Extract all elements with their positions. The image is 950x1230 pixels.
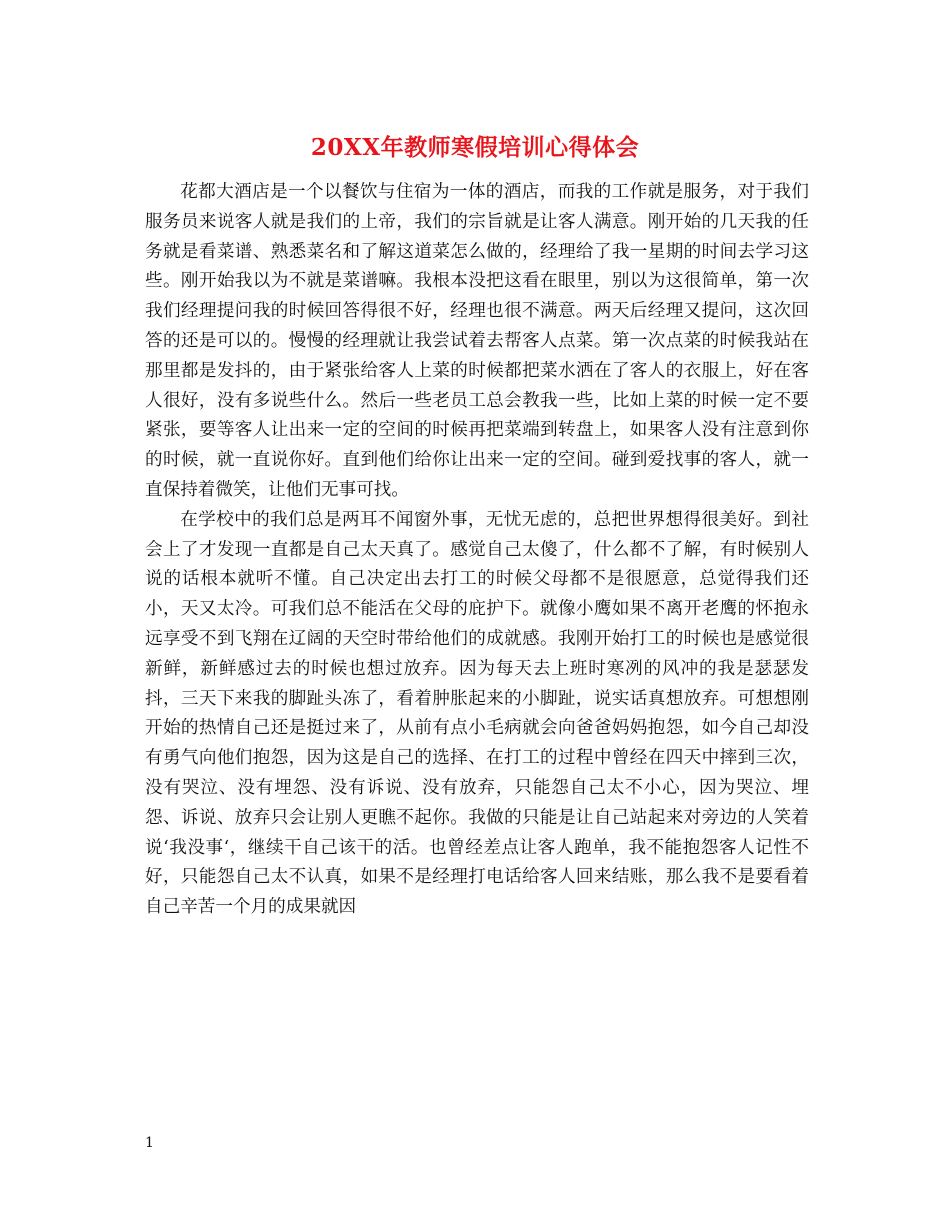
paragraph-2: 在学校中的我们总是两耳不闻窗外事，无忧无虑的，总把世界想得很美好。到社会上了才发现一直都是自己太天真了。感觉自己太傻了，什么都不了解，有时候别人说的话根本就听不懂。自己决定出去打工的时候父母都不是很愿意，总觉得我们还小，天又太冷。可我们总不能活在父母的庇护下。就像小鹰如果不离开老鹰的怀抱永远享受不到飞翔在辽阔的天空时带给他们的成就感。我刚开始打工的时候也是感觉很新鲜，新鲜感过去的时候也想过放弃。因为每天去上班时寒冽的风冲的我是瑟瑟发抖，三天下来我的脚趾头冻了，看着肿胀起来的小脚趾，说实话真想放弃。可想想刚开始的热情自己还是挺过来了，从前有点小毛病就会向爸爸妈妈抱怨，如今自己却没有勇气向他们抱怨，因为这是自己的选择、在打工的过程中曾经在四天中摔到三次，没有哭泣、没有埋怨、没有诉说、没有放弃，只能怨自己太不小心，因为哭泣、埋怨、诉说、放弃只会让别人更瞧不起你。我做的只能是让自己站起来对旁边的人笑着说‘我没事‘，继续干自己该干的活。也曾经差点让客人跑单，我不能抱怨客人记性不好，只能怨自己太不认真，如果不是经理打电话给客人回来结账，那么我不是要看着自己辛苦一个月的成果就因 — [145, 509, 809, 918]
document-title: 20XX年教师寒假培训心得体会 — [310, 134, 640, 161]
page-number: 1 — [145, 1135, 154, 1151]
document-body — [145, 178, 809, 923]
paragraph-1: 花都大酒店是一个以餐饮与住宿为一体的酒店，而我的工作就是服务，对于我们服务员来说客人就是我们的上帝，我们的宗旨就是让客人满意。刚开始的几天我的任务就是看菜谱、熟悉菜名和了解这道菜怎么做的，经理给了我一星期的时间去学习这些。刚开始我以为不就是菜谱嘛。我根本没把这看在眼里，别以为这很简单，第一次我们经理提问我的时候回答得很不好，经理也很不满意。两天后经理又提问，这次回答的还是可以的。慢慢的经理就让我尝试着去帮客人点菜。第一次点菜的时候我站在那里都是发抖的，由于紧张给客人上菜的时候都把菜水洒在了客人的衣服上，好在客人很好，没有多说些什么。然后一些老员工总会教我一些，比如上菜的时候一定不要紧张，要等客人让出来一定的空间的时候再把菜端到转盘上，如果客人没有注意到你的时候，就一直说你好。直到他们给你让出来一定的空间。碰到爱找事的客人，就一直保持着微笑，让他们无事可找。 — [145, 182, 809, 500]
